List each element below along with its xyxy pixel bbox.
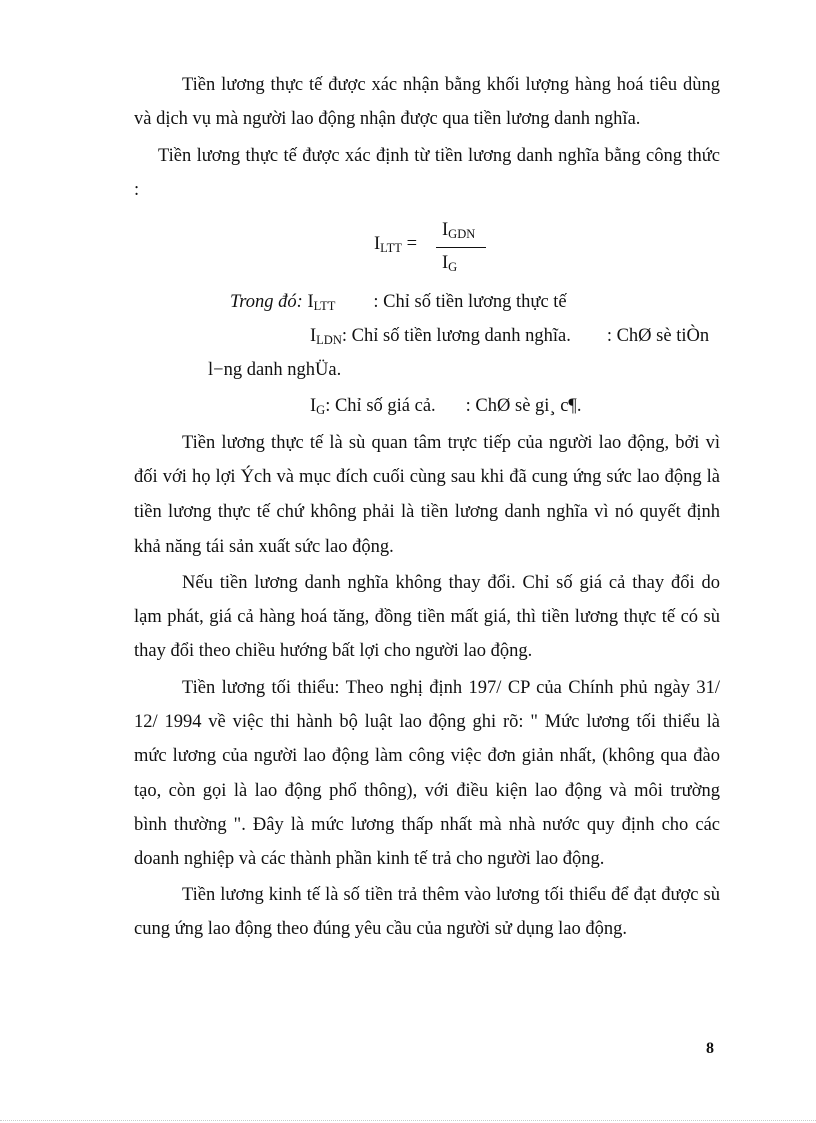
page-number: 8	[706, 1040, 714, 1057]
para4-line1: Nếu tiền lương danh nghĩa không thay đổi. Chỉ số giá cả thay đổi do	[182, 573, 720, 593]
para2-line1: Tiền lương thực tế được xác định từ tiền lương danh nghĩa bằng công thức	[158, 146, 720, 166]
para3-line2: đối với họ lợi Ých và mục đích cuối cùng sau khi đã cung ứng sức lao động là	[134, 467, 720, 487]
para3-line3: tiền lương thực tế chứ không phải là tiền lương danh nghĩa vì nó quyết định	[134, 502, 720, 522]
fraction-bar	[436, 247, 486, 248]
para4-line3: thay đổi theo chiều hướng bất lợi cho người lao động.	[134, 641, 533, 661]
para5-line3: mức lương của người lao động làm công việc đơn giản nhất, (không qua đào	[134, 746, 720, 766]
where-ltt: Trong đó: $I_{LTT}$ : Chỉ số tiền lương thực tế	[230, 292, 567, 313]
formula-denominator: $I_G$	[442, 253, 458, 274]
para5-line6: doanh nghiệp và các thành phần kinh tế trả cho người lao động.	[134, 849, 605, 869]
where-ldn: $I_{LDN}$: Chỉ số tiền lương danh nghĩa. : ChØ sè tiÒn	[310, 326, 710, 347]
para5-line2: 12/ 1994 về việc thi hành bộ luật lao động ghi rõ: " Mức lương tối thiểu là	[134, 712, 720, 732]
para6-line1: Tiền lương kinh tế là số tiền trả thêm vào lương tối thiểu để đạt được sù	[182, 885, 720, 905]
para5-line4: tạo, còn gọi là lao động phổ thông), với điều kiện lao động và môi trường	[134, 781, 720, 801]
formula	[374, 220, 504, 280]
para2-line2: :	[134, 180, 140, 200]
page-bottom-divider	[0, 1120, 816, 1122]
para5-line5: bình thường ". Đây là mức lương thấp nhất mà nhà nước quy định cho các	[134, 815, 720, 835]
formula-numerator: $I_{GDN}$	[442, 220, 476, 241]
para1-line1: Tiền lương thực tế được xác nhận bằng khối lượng hàng hoá tiêu dùng	[182, 75, 720, 95]
para3-line4: khả năng tái sản xuất sức lao động.	[134, 537, 394, 557]
para3-line1: Tiền lương thực tế là sù quan tâm trực tiếp của người lao động, bởi vì	[182, 433, 720, 453]
formula-lhs: $I_{LTT}$ =	[374, 234, 417, 255]
para4-line2: lạm phát, giá cả hàng hoá tăng, đồng tiền mất giá, thì tiền lương thực tế có sù	[134, 607, 720, 627]
para5-line1: Tiền lương tối thiểu: Theo nghị định 197/ CP của Chính phủ ngày 31/	[182, 678, 720, 698]
where-label: Trong đó:	[230, 292, 303, 312]
para6-line2: cung ứng lao động theo đúng yêu cầu của người sử dụng lao động.	[134, 919, 628, 939]
where-g: $I_G$: Chỉ số giá cả. : ChØ sè gi¸ c¶.	[310, 396, 582, 417]
where-ldn-cont: l−ng danh nghÜa.	[208, 360, 342, 380]
para1-line2: và dịch vụ mà người lao động nhận được qua tiền lương danh nghĩa.	[134, 109, 641, 129]
